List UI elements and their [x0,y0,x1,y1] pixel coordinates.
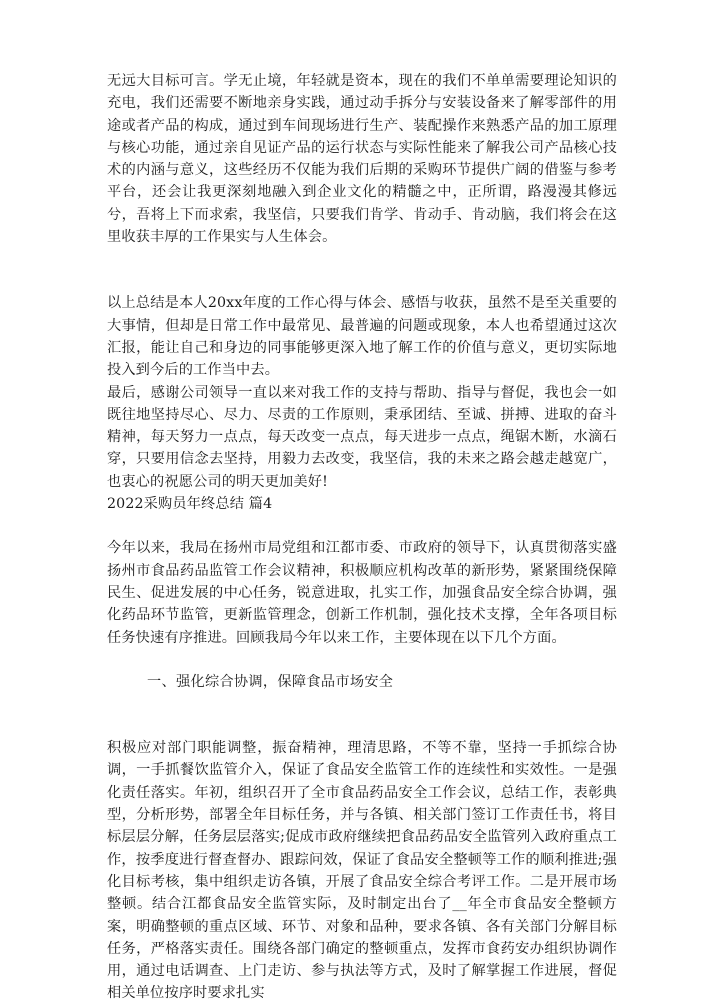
paragraph-thanks: 最后，感谢公司领导一直以来对我工作的支持与帮助、指导与督促，我也会一如既往地坚持尽心、尽力、尽责的工作原则，秉承团结、至诚、拼搏、进取的奋斗精神，每天努力一点点，每天改变一点点，每天进步一点点，绳锯木断，水滴石穿，只要用信念去坚持，用毅力去改变，我坚信，我的未来之路会越走越宽广，也衷心的祝愿公司的明天更加美好! [107,384,617,490]
document-page [107,70,617,1005]
paragraph-intro: 今年以来，我局在扬州市局党组和江都市委、市政府的领导下，认真贯彻落实盛扬州市食品药品监管工作会议精神，积极顺应机构改革的新形势，紧紧围绕保障民生、促进发展的中心任务，锐意进取，扎实工作，加强食品安全综合协调，强化药品环节监管，更新监管理念，创新工作机制，强化技术支撑，全年各项目标任务快速有序推进。回顾我局今年以来工作，主要体现在以下几个方面。 [107,540,617,646]
paragraph-learning: 无远大目标可言。学无止境，年轻就是资本，现在的我们不单单需要理论知识的充电，我们还需要不断地亲身实践，通过动手拆分与安装设备来了解零部件的用途或者产品的构成，通过到车间现场进行生产、装配操作来熟悉产品的加工原理与核心功能，通过亲自见证产品的运行状态与实际性能来了解我公司产品核心技术的内涵与意义，这些经历不仅能为我们后期的采购环节提供广阔的借鉴与参考平台，还会让我更深刻地融入到企业文化的精髓之中，正所谓，路漫漫其修远兮，吾将上下而求索，我坚信，只要我们肯学、肯动手、肯动脑，我们将会在这里收获丰厚的工作果实与人生体会。 [107,73,617,246]
article-heading: 2022采购员年终总结 篇4 [107,496,273,513]
paragraph-gap [107,693,617,737]
paragraph-gap [107,649,617,671]
paragraph-coordination: 积极应对部门职能调整，振奋精神，理清思路，不等不靠，坚持一手抓综合协调，一手抓餐饮监管介入，保证了食品安全监管工作的连续性和实效性。一是强化责任落实。年初，组织召开了全市食品药品安全工作会议，总结工作，表彰典型，分析形势，部署全年目标任务，并与各镇、相关部门签订工作责任书，将目标层层分解，任务层层落实;促成市政府继续把食品药品安全监管列入政府重点工作，按季度进行督查督办、跟踪问效，保证了食品安全整顿等工作的顺利推进;强化目标考核，集中组织走访各镇，开展了食品安全综合考评工作。二是开展市场整顿。结合江都食品安全监管实际，及时制定出台了__年全市食品安全整顿方案，明确整顿的重点区域、环节、对象和品种，要求各镇、各有关部门分解目标任务，严格落实责任。围绕各部门确定的整顿重点，发挥市食药安办组织协调作用，通过电话调查、上门走访、参与执法等方式，及时了解掌握工作进展，督促相关单位按序时要求扎实 [107,740,617,1002]
paragraph-gap [107,515,617,537]
paragraph-gap [107,248,617,292]
section-title-1: 一、强化综合协调，保障食品市场安全 [147,673,394,690]
paragraph-summary: 以上总结是本人20xx年度的工作心得与体会、感悟与收获，虽然不是至关重要的大事情，但却是日常工作中最常见、最普遍的问题或现象，本人也希望通过这次汇报，能让自己和身边的同事能够更深入地了解工作的价值与意义，更切实际地投入到今后的工作当中去。 [107,295,617,379]
